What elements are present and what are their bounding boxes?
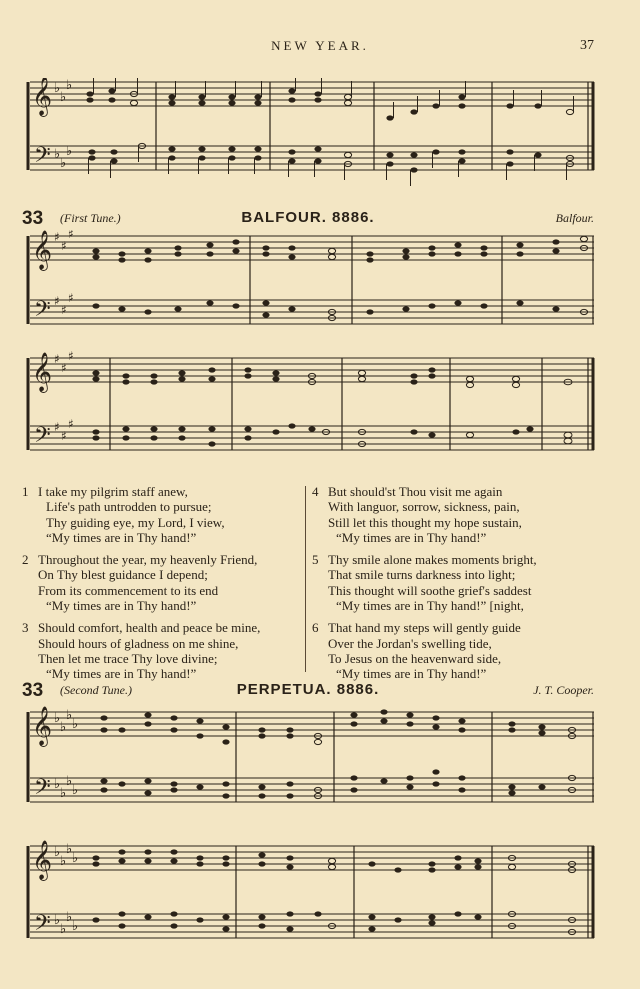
svg-text:♯: ♯ xyxy=(68,417,74,431)
verse-line: Should hours of gladness on me shine, xyxy=(38,635,239,651)
svg-text:♯: ♯ xyxy=(61,429,67,443)
page-header xyxy=(0,38,640,60)
notes xyxy=(86,88,573,172)
treble-staff xyxy=(30,236,594,260)
svg-text:♭: ♭ xyxy=(54,81,61,96)
bass-clef: 𝄢 xyxy=(34,775,51,805)
treble-clef: 𝄞 xyxy=(32,706,53,746)
bass-staff xyxy=(30,300,594,324)
svg-text:♭: ♭ xyxy=(66,78,73,93)
svg-text:♭: ♭ xyxy=(54,147,61,162)
svg-text:♭: ♭ xyxy=(54,777,61,792)
hymn-heading-first-tune xyxy=(22,208,594,232)
verse-refrain: “My times are in Thy hand!” [night, xyxy=(336,598,524,614)
composer: J. T. Cooper. xyxy=(533,683,594,697)
verse-line: Life's path untrodden to pursue; xyxy=(46,499,212,515)
barlines xyxy=(156,82,593,170)
svg-text:♯: ♯ xyxy=(68,230,74,241)
hymn-number: 33 xyxy=(22,208,44,229)
verse-line: Throughout the year, my heavenly Friend, xyxy=(38,552,258,568)
verse-line: To Jesus on the heavenward side, xyxy=(328,650,502,666)
svg-text:♭: ♭ xyxy=(60,922,67,937)
verse-number: 4 xyxy=(312,484,319,499)
svg-text:♭: ♭ xyxy=(66,842,73,857)
verse-2 xyxy=(22,552,298,613)
music-system-1 xyxy=(22,78,598,188)
svg-text:♯: ♯ xyxy=(54,420,60,434)
verse-line: Over the Jordan's swelling tide, xyxy=(328,635,492,651)
notes xyxy=(92,236,587,320)
treble-clef: 𝄞 xyxy=(32,840,53,880)
svg-text:♯: ♯ xyxy=(54,230,60,244)
svg-text:♯: ♯ xyxy=(61,239,67,253)
bass-clef: 𝄢 xyxy=(34,143,51,173)
svg-text:♭: ♭ xyxy=(66,708,73,723)
svg-text:♭: ♭ xyxy=(60,90,67,105)
verse-line: That smile turns darkness into light; xyxy=(328,567,516,583)
verse-refrain: “My times are in Thy hand!” xyxy=(336,666,487,682)
verse-5 xyxy=(312,552,588,613)
barlines xyxy=(250,236,593,324)
treble-staff xyxy=(30,82,594,106)
grand-staff xyxy=(22,700,598,818)
page-number: 37 xyxy=(580,38,594,53)
treble-clef: 𝄞 xyxy=(32,352,53,392)
tune-label: (First Tune.) xyxy=(60,211,121,225)
key-signature xyxy=(54,842,78,937)
verse-line: I take my pilgrim staff anew, xyxy=(38,484,188,499)
composer: Balfour. xyxy=(555,211,594,225)
verse-number: 6 xyxy=(312,620,319,636)
verse-3 xyxy=(22,620,298,681)
hymn-number: 33 xyxy=(22,680,44,701)
svg-text:♭: ♭ xyxy=(72,919,79,934)
verse-refrain: “My times are in Thy hand!” xyxy=(46,529,197,545)
svg-text:♯: ♯ xyxy=(61,361,67,375)
music-system-4 xyxy=(22,700,598,818)
verse-line: On Thy blest guidance I depend; xyxy=(38,567,208,583)
music-system-2 xyxy=(22,230,598,340)
svg-text:♭: ♭ xyxy=(72,783,79,798)
verse-line: This thought will soothe grief's saddest xyxy=(328,582,532,598)
verse-6 xyxy=(312,620,588,681)
verse-number: 1 xyxy=(22,484,29,499)
svg-text:♯: ♯ xyxy=(68,291,74,305)
verse-line: Should comfort, health and peace be mine, xyxy=(38,620,261,636)
section-title: NEW YEAR. xyxy=(271,38,369,53)
bass-staff xyxy=(30,778,594,802)
verse-line: But should'st Thou visit me again xyxy=(328,484,503,499)
verse-line: Thy guiding eye, my Lord, I view, xyxy=(46,514,225,530)
notes xyxy=(92,849,575,934)
grand-staff xyxy=(22,78,598,188)
key-signature xyxy=(54,78,72,171)
verse-1 xyxy=(22,484,298,545)
svg-text:♯: ♯ xyxy=(54,294,60,308)
music-system-3 xyxy=(22,348,598,468)
verse-line: From its commencement to its end xyxy=(38,582,219,598)
verse-number: 5 xyxy=(312,552,319,568)
verse-line: Then let me trace Thy love divine; xyxy=(38,650,218,666)
treble-clef: 𝄞 xyxy=(32,78,53,116)
verse-4 xyxy=(312,484,588,545)
svg-text:♭: ♭ xyxy=(66,910,73,925)
svg-text:♭: ♭ xyxy=(66,774,73,789)
notes xyxy=(92,367,572,446)
treble-clef: 𝄞 xyxy=(32,230,53,270)
grand-staff xyxy=(22,830,598,960)
verse-line: That hand my steps will gently guide xyxy=(328,620,521,636)
verse-number: 3 xyxy=(22,620,29,636)
svg-text:♭: ♭ xyxy=(72,851,79,866)
tune-name: BALFOUR. 8886. xyxy=(241,209,375,226)
verse-number: 2 xyxy=(22,552,29,568)
svg-text:♭: ♭ xyxy=(60,720,67,735)
key-signature xyxy=(54,708,78,801)
verses-left-column xyxy=(22,484,298,689)
verses-right-column xyxy=(312,484,588,689)
verse-refrain: “My times are in Thy hand!” xyxy=(336,529,487,545)
music-system-5 xyxy=(22,830,598,960)
verse-line: Thy smile alone makes moments bright, xyxy=(328,552,537,568)
svg-text:♯: ♯ xyxy=(68,349,74,363)
svg-text:♭: ♭ xyxy=(66,144,73,159)
notes xyxy=(100,709,575,798)
svg-text:♭: ♭ xyxy=(72,717,79,732)
svg-text:♭: ♭ xyxy=(54,711,61,726)
verse-line: Still let this thought my hope sustain, xyxy=(328,514,522,530)
hymn-verses xyxy=(22,484,598,682)
key-signature xyxy=(54,349,74,443)
treble-staff xyxy=(30,846,594,870)
bass-clef: 𝄢 xyxy=(34,911,51,941)
tune-label: (Second Tune.) xyxy=(60,683,132,697)
svg-text:♭: ♭ xyxy=(60,786,67,801)
svg-text:♯: ♯ xyxy=(54,352,60,366)
grand-staff xyxy=(22,230,598,340)
svg-text:♭: ♭ xyxy=(60,854,67,869)
grand-staff xyxy=(22,348,598,468)
tune-name: PERPETUA. 8886. xyxy=(236,681,380,698)
svg-text:♭: ♭ xyxy=(60,156,67,171)
verse-line: With languor, sorrow, sickness, pain, xyxy=(328,499,520,515)
bass-clef: 𝄢 xyxy=(34,423,51,453)
verse-refrain: “My times are in Thy hand!” xyxy=(46,598,197,614)
key-signature xyxy=(54,230,74,317)
bass-staff xyxy=(30,914,594,938)
svg-text:♭: ♭ xyxy=(54,845,61,860)
column-divider xyxy=(305,486,306,672)
svg-text:♭: ♭ xyxy=(54,913,61,928)
svg-text:♯: ♯ xyxy=(61,303,67,317)
verse-refrain: “My times are in Thy hand!” xyxy=(46,666,197,682)
bass-clef: 𝄢 xyxy=(34,297,51,327)
